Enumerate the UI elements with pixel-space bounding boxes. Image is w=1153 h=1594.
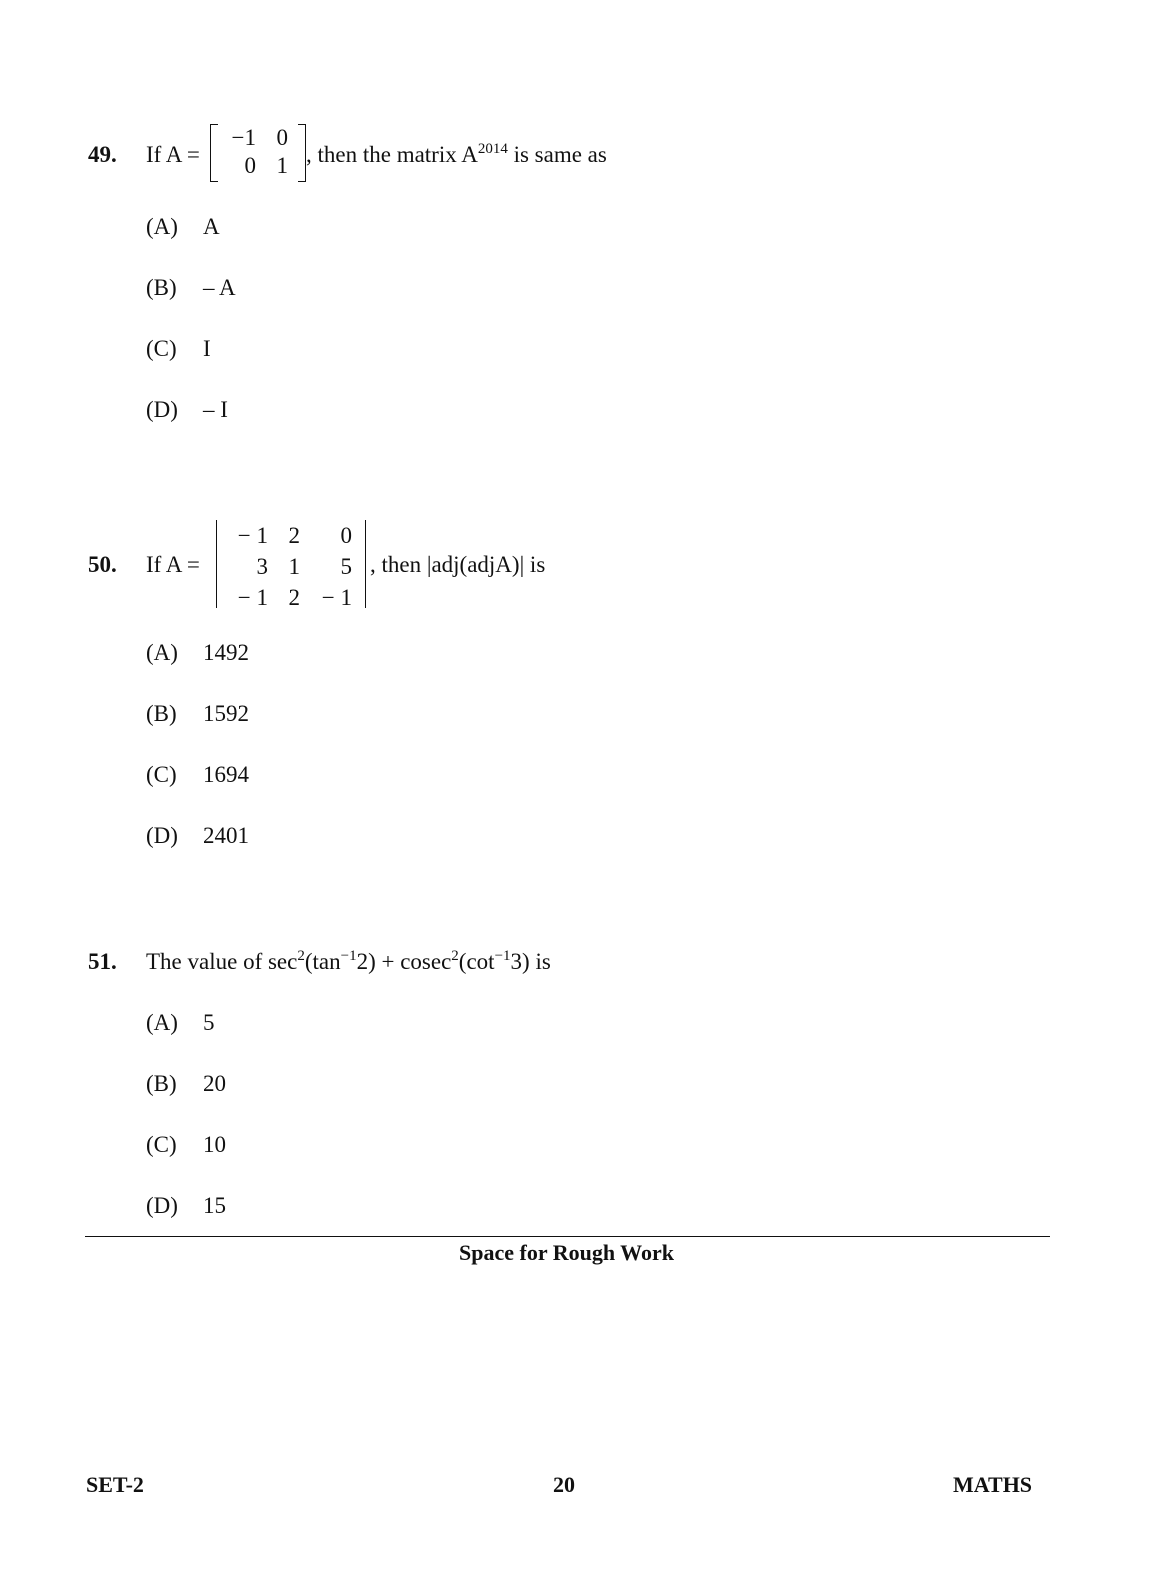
option-d: (D) 2401	[146, 823, 249, 848]
stem-suffix: , then the matrix $A^{2014}$ is same as	[306, 141, 607, 167]
option-c: (C) 10	[146, 1132, 226, 1157]
stem-text: The value of $\sec^2(\tan^{-1}2) + cosec^2(\cot^{-1}3)$ is	[146, 948, 551, 974]
question-stem	[88, 518, 1068, 608]
question-stem	[88, 943, 1068, 983]
matrix-cell: − 1	[237, 585, 268, 610]
page-number: 20	[553, 1472, 575, 1497]
stem-prefix: If A =	[146, 142, 200, 167]
matrix-cell: − 1	[237, 523, 268, 548]
option-c: (C) 1694	[146, 762, 249, 787]
determinant	[216, 520, 366, 608]
matrix-cell: 1	[276, 153, 288, 178]
matrix-cell: 0	[276, 125, 288, 150]
matrix-cell: 5	[340, 554, 352, 579]
option-d: (D) – I	[146, 397, 228, 422]
footer-subject: MATHS	[953, 1472, 1033, 1497]
matrix-cell: 0	[340, 523, 352, 548]
superscript: 2014	[477, 141, 508, 157]
question-49	[88, 124, 1068, 422]
matrix-cell: 1	[288, 554, 300, 579]
question-number: 49.	[88, 142, 117, 167]
option-a: (A) 1492	[146, 640, 249, 665]
matrix-cell: 2	[288, 523, 300, 548]
divider	[85, 1236, 1050, 1237]
option-a: (A) A	[146, 214, 220, 239]
question-stem	[88, 124, 1068, 184]
option-b: (B) 20	[146, 1071, 226, 1096]
stem-suffix: , then |adj(adjA)| is	[370, 552, 546, 577]
option-d: (D) 15	[146, 1193, 226, 1218]
option-a: (A) 5	[146, 1010, 215, 1035]
matrix-cell: 3	[256, 554, 268, 579]
matrix-cell: 0	[244, 153, 256, 178]
matrix-cell: −1	[231, 125, 256, 150]
question-number: 50.	[88, 552, 117, 577]
footer-set: SET-2	[86, 1472, 144, 1497]
question-50	[88, 518, 1068, 848]
matrix	[210, 124, 306, 182]
option-b: (B) – A	[146, 275, 236, 300]
option-b: (B) 1592	[146, 701, 249, 726]
stem-prefix: If A =	[146, 552, 200, 577]
option-c: (C) I	[146, 336, 211, 361]
matrix-cell: 2	[288, 585, 300, 610]
question-number: 51.	[88, 949, 117, 974]
question-51	[88, 943, 1068, 1218]
matrix-cell: − 1	[321, 585, 352, 610]
rough-work-heading: Space for Rough Work	[459, 1240, 674, 1265]
